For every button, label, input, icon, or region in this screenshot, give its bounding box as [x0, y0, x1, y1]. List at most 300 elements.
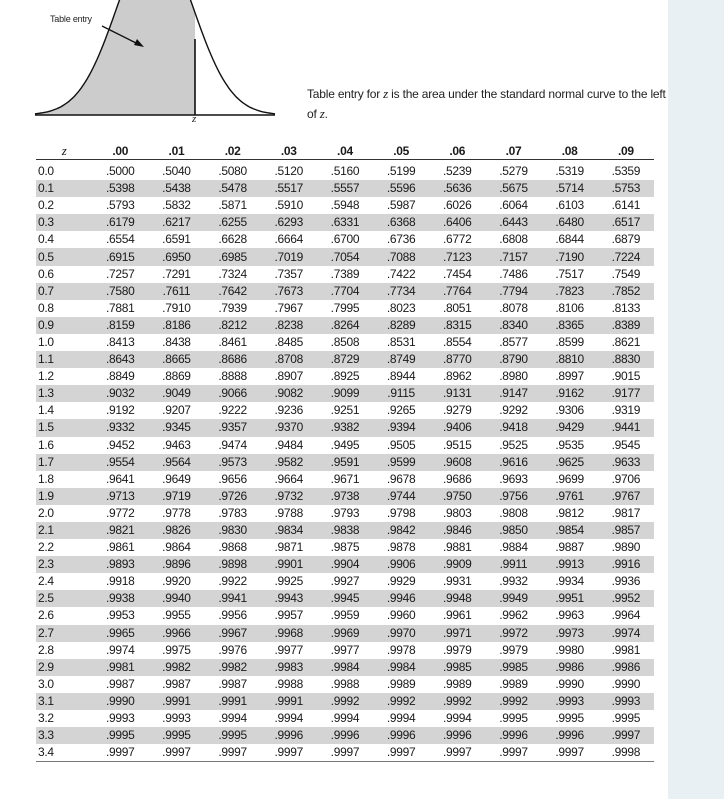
probability-cell: .9995 [499, 711, 528, 726]
column-header: .08 [542, 143, 598, 160]
probability-cell: .9985 [485, 659, 541, 676]
probability-cell: .9671 [330, 471, 360, 486]
probability-cell: .9738 [317, 488, 373, 505]
probability-cell: .9656 [218, 471, 247, 486]
probability-cell: .5199 [386, 164, 416, 179]
probability-cell: .9997 [373, 744, 429, 762]
probability-cell: .7580 [92, 283, 148, 300]
probability-cell: .9995 [611, 711, 641, 726]
probability-cell: .6554 [105, 232, 135, 247]
probability-cell: .9987 [218, 676, 247, 691]
probability-cell: .9920 [162, 574, 191, 589]
probability-cell: .6591 [162, 232, 191, 247]
probability-cell: .9945 [317, 590, 373, 607]
probability-cell: .6772 [443, 232, 472, 247]
probability-cell: .9463 [162, 437, 191, 452]
probability-cell: .9956 [218, 608, 247, 623]
probability-cell: .9993 [162, 711, 191, 726]
probability-cell: .9993 [105, 711, 135, 726]
table-row [36, 437, 654, 454]
probability-cell: .9750 [429, 488, 485, 505]
z-value-cell: 0.2 [38, 198, 54, 213]
probability-cell: .9934 [555, 574, 584, 589]
probability-cell: .9984 [373, 659, 429, 676]
probability-cell: .9706 [611, 471, 641, 486]
probability-cell: .7852 [598, 283, 654, 300]
probability-cell: .9974 [598, 625, 654, 642]
column-header: .01 [148, 143, 204, 160]
probability-cell: .7611 [148, 283, 204, 300]
probability-cell: .9901 [261, 556, 317, 573]
probability-cell: .9932 [499, 574, 528, 589]
probability-cell: .9997 [92, 744, 148, 762]
probability-cell: .9162 [542, 385, 598, 402]
probability-cell: .7967 [274, 300, 304, 315]
probability-cell: .9306 [555, 403, 584, 418]
probability-cell: .8621 [611, 334, 641, 349]
probability-cell: .7734 [373, 283, 429, 300]
probability-cell: .9981 [92, 659, 148, 676]
probability-cell: .9082 [261, 385, 317, 402]
probability-cell: .6628 [218, 232, 247, 247]
probability-cell: .9992 [373, 693, 429, 710]
probability-cell: .9854 [542, 522, 598, 539]
probability-cell: .9981 [611, 642, 641, 657]
probability-cell: .9904 [317, 556, 373, 573]
probability-cell: .9406 [429, 419, 485, 436]
table-row [36, 573, 654, 590]
probability-cell: .9817 [611, 505, 641, 520]
table-row [36, 539, 654, 556]
probability-cell: .9032 [92, 385, 148, 402]
probability-cell: .9633 [598, 454, 654, 471]
table-row [36, 266, 654, 283]
probability-cell: .8159 [92, 317, 148, 334]
probability-cell: .9996 [485, 727, 541, 744]
z-value-cell: 3.2 [38, 711, 54, 726]
probability-cell: .6179 [92, 214, 148, 231]
table-row [36, 607, 654, 624]
probability-cell: .9857 [598, 522, 654, 539]
probability-cell: .9997 [205, 744, 261, 762]
column-header: .02 [205, 143, 261, 160]
probability-cell: .9821 [92, 522, 148, 539]
probability-cell: .9936 [611, 574, 641, 589]
probability-cell: .9896 [148, 556, 204, 573]
probability-cell: .6443 [485, 214, 541, 231]
probability-cell: .6217 [148, 214, 204, 231]
table-row [36, 590, 654, 607]
probability-cell: .6064 [499, 198, 528, 213]
probability-cell: .9345 [148, 419, 204, 436]
probability-cell: .7823 [542, 283, 598, 300]
probability-cell: .9984 [317, 659, 373, 676]
probability-cell: .8133 [611, 300, 641, 315]
probability-cell: .9997 [429, 744, 485, 762]
probability-cell: .7910 [162, 300, 191, 315]
probability-cell: .9995 [92, 727, 148, 744]
z-value-cell: 0.5 [36, 248, 92, 265]
probability-cell: .9812 [555, 505, 584, 520]
probability-cell: .9732 [261, 488, 317, 505]
probability-cell: .7642 [205, 283, 261, 300]
probability-cell: .9982 [148, 659, 204, 676]
z-value-cell: 1.8 [38, 471, 54, 486]
probability-cell: .9515 [443, 437, 472, 452]
probability-cell: .9994 [443, 711, 472, 726]
right-sidebar-panel [668, 0, 724, 799]
probability-cell: .9929 [386, 574, 416, 589]
column-header: .00 [92, 143, 148, 160]
probability-cell: .9495 [330, 437, 360, 452]
probability-cell: .9699 [555, 471, 584, 486]
probability-cell: .8830 [598, 351, 654, 368]
probability-cell: .8051 [443, 300, 472, 315]
probability-cell: .9963 [555, 608, 584, 623]
probability-cell: .9236 [274, 403, 304, 418]
z-value-cell: 3.3 [36, 727, 92, 744]
table-row [36, 471, 654, 488]
probability-cell: .6480 [542, 214, 598, 231]
probability-cell: .9793 [330, 505, 360, 520]
z-value-cell: 1.2 [38, 369, 54, 384]
probability-cell: .9916 [598, 556, 654, 573]
probability-cell: .5239 [443, 164, 472, 179]
probability-cell: .9761 [542, 488, 598, 505]
z-value-cell: 1.7 [36, 454, 92, 471]
probability-cell: .6985 [205, 248, 261, 265]
probability-cell: .9977 [274, 642, 304, 657]
z-value-cell: 3.4 [36, 744, 92, 762]
probability-cell: .6950 [148, 248, 204, 265]
probability-cell: .7157 [485, 248, 541, 265]
table-row [36, 368, 654, 385]
probability-cell: .9664 [274, 471, 304, 486]
probability-cell: .8790 [485, 351, 541, 368]
probability-cell: .9846 [429, 522, 485, 539]
probability-cell: .9893 [92, 556, 148, 573]
probability-cell: .5714 [542, 180, 598, 197]
probability-cell: .8340 [485, 317, 541, 334]
probability-cell: .9906 [373, 556, 429, 573]
probability-cell: .9989 [499, 676, 528, 691]
table-row [36, 402, 654, 419]
table-row [36, 454, 654, 471]
probability-cell: .9996 [542, 727, 598, 744]
probability-cell: .9826 [148, 522, 204, 539]
probability-cell: .9808 [499, 505, 528, 520]
probability-cell: .9979 [443, 642, 472, 657]
probability-cell: .8962 [443, 369, 472, 384]
probability-cell: .9986 [542, 659, 598, 676]
probability-cell: .9744 [373, 488, 429, 505]
probability-cell: .5753 [598, 180, 654, 197]
probability-cell: .7794 [485, 283, 541, 300]
probability-cell: .9834 [261, 522, 317, 539]
probability-cell: .9993 [598, 693, 654, 710]
probability-cell: .8686 [205, 351, 261, 368]
z-value-cell: 1.9 [36, 488, 92, 505]
probability-cell: .9952 [598, 590, 654, 607]
probability-cell: .9965 [92, 625, 148, 642]
probability-cell: .9998 [598, 744, 654, 762]
probability-cell: .9953 [105, 608, 135, 623]
table-row [36, 556, 654, 573]
probability-cell: .9997 [598, 727, 654, 744]
probability-cell: .9970 [373, 625, 429, 642]
table-row [36, 160, 654, 181]
probability-cell: .9961 [443, 608, 472, 623]
probability-cell: .9994 [330, 711, 360, 726]
probability-cell: .9979 [499, 642, 528, 657]
probability-cell: .9131 [429, 385, 485, 402]
probability-cell: .9997 [148, 744, 204, 762]
probability-cell: .7123 [429, 248, 485, 265]
probability-cell: .9988 [330, 676, 360, 691]
probability-cell: .9997 [485, 744, 541, 762]
probability-cell: .7257 [105, 266, 135, 281]
probability-cell: .9992 [429, 693, 485, 710]
column-header: .05 [373, 143, 429, 160]
probability-cell: .9830 [205, 522, 261, 539]
probability-cell: .9616 [485, 454, 541, 471]
probability-cell: .9875 [330, 540, 360, 555]
z-value-cell: 1.5 [36, 419, 92, 436]
probability-cell: .9887 [555, 540, 584, 555]
table-row [36, 488, 654, 505]
probability-cell: .6103 [555, 198, 584, 213]
probability-cell: .9898 [205, 556, 261, 573]
probability-cell: .9066 [205, 385, 261, 402]
z-value-cell: 2.2 [38, 540, 54, 555]
probability-cell: .7995 [330, 300, 360, 315]
probability-cell: .9803 [443, 505, 472, 520]
table-row [36, 248, 654, 265]
probability-cell: .9545 [611, 437, 641, 452]
probability-cell: .6293 [261, 214, 317, 231]
probability-cell: .7324 [218, 266, 247, 281]
probability-cell: .9798 [386, 505, 416, 520]
probability-cell: .9474 [218, 437, 247, 452]
probability-cell: .6517 [598, 214, 654, 231]
probability-cell: .8997 [555, 369, 584, 384]
probability-cell: .8577 [499, 334, 528, 349]
probability-cell: .9972 [485, 625, 541, 642]
table-row [36, 180, 654, 197]
column-header: .04 [317, 143, 373, 160]
probability-cell: .9608 [429, 454, 485, 471]
table-row [36, 197, 654, 214]
probability-cell: .9207 [162, 403, 191, 418]
table-row [36, 385, 654, 402]
z-value-cell: 3.0 [38, 676, 54, 691]
probability-cell: .9973 [542, 625, 598, 642]
probability-cell: .8023 [386, 300, 416, 315]
probability-cell: .8461 [218, 334, 247, 349]
probability-cell: .9452 [105, 437, 135, 452]
z-value-cell: 0.4 [38, 232, 54, 247]
probability-cell: .9418 [485, 419, 541, 436]
probability-cell: .9788 [274, 505, 304, 520]
probability-cell: .8849 [105, 369, 135, 384]
probability-cell: .8389 [598, 317, 654, 334]
probability-cell: .9990 [611, 676, 641, 691]
probability-cell: .5398 [92, 180, 148, 197]
z-value-cell: 0.0 [38, 164, 54, 179]
probability-cell: .5948 [330, 198, 360, 213]
probability-cell: .8888 [218, 369, 247, 384]
probability-cell: .6808 [499, 232, 528, 247]
probability-cell: .5517 [261, 180, 317, 197]
probability-cell: .5596 [373, 180, 429, 197]
table-row [36, 710, 654, 727]
probability-cell: .9599 [373, 454, 429, 471]
probability-cell: .9332 [92, 419, 148, 436]
probability-cell: .6879 [611, 232, 641, 247]
column-header: .07 [485, 143, 541, 160]
probability-cell: .9982 [205, 659, 261, 676]
probability-cell: .9969 [317, 625, 373, 642]
column-header: .09 [598, 143, 654, 160]
table-row [36, 283, 654, 300]
probability-cell: .6406 [429, 214, 485, 231]
z-value-cell: 2.8 [38, 642, 54, 657]
probability-cell: .9868 [218, 540, 247, 555]
probability-cell: .6915 [92, 248, 148, 265]
probability-cell: .9564 [148, 454, 204, 471]
table-row [36, 522, 654, 539]
probability-cell: .9946 [373, 590, 429, 607]
probability-cell: .7764 [429, 283, 485, 300]
probability-cell: .9591 [317, 454, 373, 471]
probability-cell: .9994 [274, 711, 304, 726]
probability-cell: .5636 [429, 180, 485, 197]
probability-cell: .7389 [330, 266, 360, 281]
probability-cell: .5557 [317, 180, 373, 197]
probability-cell: .9996 [429, 727, 485, 744]
probability-cell: .7291 [162, 266, 191, 281]
probability-cell: .9686 [443, 471, 472, 486]
probability-cell: .9292 [499, 403, 528, 418]
probability-cell: .9177 [598, 385, 654, 402]
probability-cell: .9976 [218, 642, 247, 657]
probability-cell: .9535 [555, 437, 584, 452]
probability-cell: .9441 [598, 419, 654, 436]
probability-cell: .7704 [317, 283, 373, 300]
column-header: .03 [261, 143, 317, 160]
probability-cell: .8554 [443, 334, 472, 349]
probability-cell: .7454 [443, 266, 472, 281]
probability-cell: .5987 [386, 198, 416, 213]
probability-cell: .9971 [429, 625, 485, 642]
probability-cell: .8907 [274, 369, 304, 384]
probability-cell: .9978 [386, 642, 416, 657]
probability-cell: .6664 [274, 232, 304, 247]
probability-cell: .7190 [542, 248, 598, 265]
probability-cell: .9772 [105, 505, 135, 520]
probability-cell: .9996 [261, 727, 317, 744]
probability-cell: .9975 [162, 642, 191, 657]
probability-cell: .9964 [611, 608, 641, 623]
probability-cell: .9370 [261, 419, 317, 436]
probability-cell: .9990 [555, 676, 584, 691]
probability-cell: .9678 [386, 471, 416, 486]
probability-cell: .9938 [92, 590, 148, 607]
z-value-cell: 0.1 [36, 180, 92, 197]
probability-cell: .9767 [598, 488, 654, 505]
column-header-z: z [36, 143, 92, 160]
probability-cell: .9925 [274, 574, 304, 589]
table-row [36, 351, 654, 368]
probability-cell: .9995 [148, 727, 204, 744]
probability-cell: .9959 [330, 608, 360, 623]
probability-cell: .9985 [429, 659, 485, 676]
probability-cell: .8531 [386, 334, 416, 349]
probability-cell: .9951 [542, 590, 598, 607]
probability-cell: .9987 [162, 676, 191, 691]
z-value-cell: 0.8 [38, 300, 54, 315]
probability-cell: .6736 [386, 232, 416, 247]
probability-cell: .9394 [373, 419, 429, 436]
probability-cell: .7881 [105, 300, 135, 315]
probability-cell: .9049 [148, 385, 204, 402]
probability-cell: .5438 [148, 180, 204, 197]
probability-cell: .9015 [611, 369, 641, 384]
probability-cell: .9884 [499, 540, 528, 555]
probability-cell: .9719 [148, 488, 204, 505]
probability-cell: .6368 [373, 214, 429, 231]
probability-cell: .8749 [373, 351, 429, 368]
column-header: .06 [429, 143, 485, 160]
probability-cell: .9949 [485, 590, 541, 607]
table-row [36, 727, 654, 744]
table-row [36, 505, 654, 522]
z-value-cell: 0.9 [36, 317, 92, 334]
probability-cell: .9115 [373, 385, 429, 402]
probability-cell: .9881 [443, 540, 472, 555]
table-row [36, 693, 654, 710]
caption-text: Table entry for z is the area under the standard normal curve to the left of z. [307, 86, 666, 121]
probability-cell: .5675 [485, 180, 541, 197]
probability-cell: .9911 [485, 556, 541, 573]
probability-cell: .9625 [542, 454, 598, 471]
probability-cell: .7517 [555, 266, 584, 281]
probability-cell: .5910 [274, 198, 304, 213]
probability-cell: .9838 [317, 522, 373, 539]
probability-cell: .9993 [542, 693, 598, 710]
probability-cell: .5359 [611, 164, 641, 179]
probability-cell: .9147 [485, 385, 541, 402]
probability-cell: .6026 [443, 198, 472, 213]
probability-cell: .8708 [261, 351, 317, 368]
probability-cell: .9918 [105, 574, 135, 589]
probability-cell: .7357 [274, 266, 304, 281]
probability-cell: .9989 [386, 676, 416, 691]
z-value-cell: 1.1 [36, 351, 92, 368]
probability-cell: .9726 [205, 488, 261, 505]
z-value-cell: 2.5 [36, 590, 92, 607]
probability-cell: .7224 [598, 248, 654, 265]
probability-cell: .9983 [261, 659, 317, 676]
probability-cell: .9842 [373, 522, 429, 539]
probability-cell: .5160 [330, 164, 360, 179]
probability-cell: .8485 [274, 334, 304, 349]
probability-cell: .6700 [330, 232, 360, 247]
z-value-cell: 3.1 [36, 693, 92, 710]
table-row [36, 317, 654, 334]
probability-cell: .9554 [92, 454, 148, 471]
z-value-cell: 0.6 [38, 266, 54, 281]
